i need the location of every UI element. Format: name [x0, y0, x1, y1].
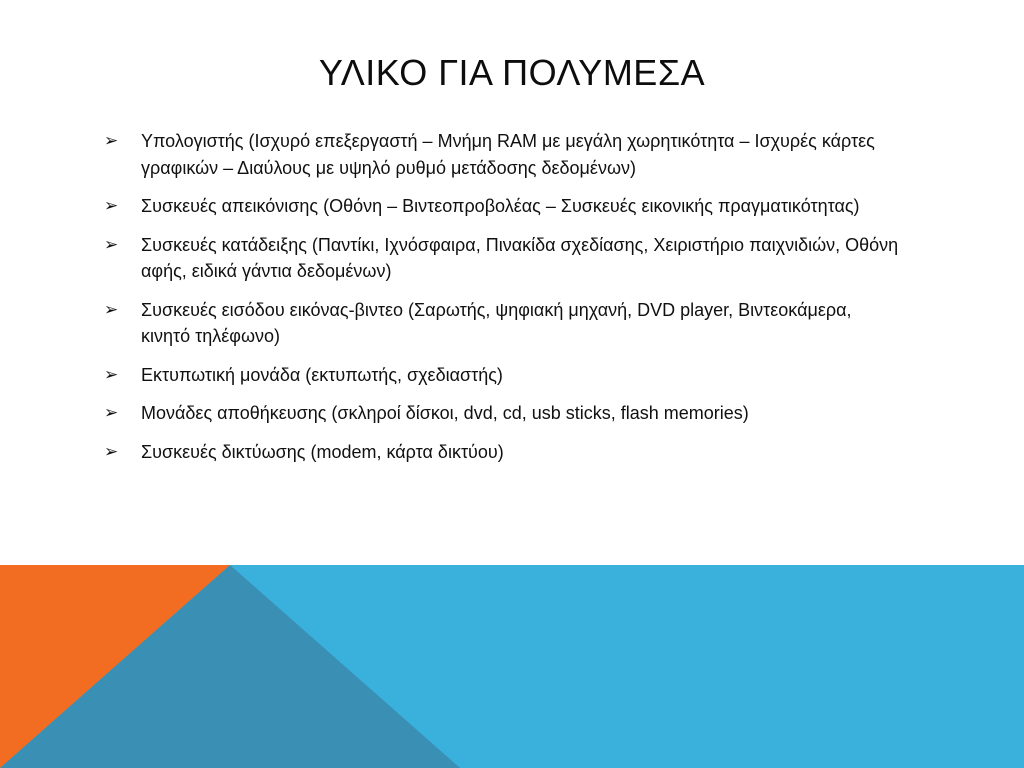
list-item — [104, 128, 904, 181]
bullet-list — [104, 128, 904, 477]
list-item — [104, 362, 904, 389]
bullet-text: Συσκευές δικτύωσης (modem, κάρτα δικτύου) — [141, 441, 504, 462]
list-item — [104, 193, 904, 220]
bullet-text: Συσκευές κατάδειξης (Παντίκι, Ιχνόσφαιρα, Πινακίδα σχεδίασης, Χειριστήριο παιχνιδιών, Οθόνη αφής, ειδικά γάντια δεδομένων) — [141, 234, 899, 281]
bullet-text: Συσκευές απεικόνισης (Οθόνη – Βιντεοπροβολέας – Συσκευές εικονικής πραγματικότητας) — [141, 196, 860, 216]
slide-title: ΥΛΙΚΟ ΓΙΑ ΠΟΛΥΜΕΣΑ — [318, 52, 706, 93]
bullet-text: Μονάδες αποθήκευσης (σκληροί δίσκοι, dvd, cd, usb sticks, flash memories) — [141, 403, 749, 423]
arrow-bullet-icon: ➢ — [104, 131, 119, 150]
arrow-bullet-icon: ➢ — [104, 364, 119, 384]
decorative-footer-band — [0, 565, 1024, 768]
arrow-bullet-icon: ➢ — [104, 403, 119, 422]
bullet-text: Συσκευές εισόδου εικόνας-βιντεο (Σαρωτής, ψηφιακή μηχανή, DVD player, Βιντεοκάμερα, κινητό τηλέφωνο) — [141, 299, 852, 346]
list-item — [104, 400, 904, 427]
list-item — [104, 297, 904, 350]
bullet-text: Υπολογιστής (Ισχυρό επεξεργαστή – Μνήμη RAM με μεγάλη χωρητικότητα – Ισχυρές κάρτες γραφικών – Διαύλους με υψηλό ρυθμό μετάδοσης δεδομένων) — [141, 131, 875, 178]
arrow-bullet-icon: ➢ — [104, 196, 119, 215]
bullet-text: Εκτυπωτική μονάδα (εκτυπωτής, σχεδιαστής) — [141, 364, 503, 385]
arrow-bullet-icon: ➢ — [104, 234, 119, 254]
arrow-bullet-icon: ➢ — [104, 299, 119, 319]
list-item — [104, 439, 904, 466]
list-item — [104, 232, 904, 285]
arrow-bullet-icon: ➢ — [104, 441, 119, 461]
